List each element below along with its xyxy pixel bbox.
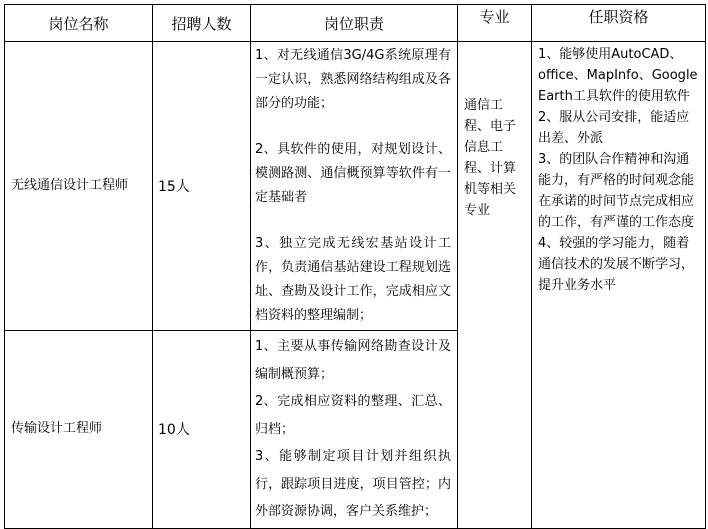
major-cell bbox=[458, 42, 532, 529]
qualification-item: 1、能够使用AutoCAD、office、MapInfo、Google Earth工具软件的使用软件 bbox=[538, 47, 698, 104]
duty-item: 2、具软件的使用，对规划设计、模测路测、通信概预算等软件有一定基础者 bbox=[255, 142, 451, 205]
duties-cell bbox=[251, 42, 458, 331]
header-position-name: 岗位名称 bbox=[5, 5, 153, 42]
duty-item: 3、能够制定项目计划并组织执行，跟踪项目进度，项目管控；内外部资源协调，客户关系维护； bbox=[255, 449, 451, 519]
position-name-cell: 传输设计工程师 bbox=[5, 331, 153, 529]
duty-item: 3、独立完成无线宏基站设计工作，负责通信基站建设工程规划选址、查勘及设计工作，完成相应文档资料的整理编制； bbox=[255, 236, 451, 323]
headcount-cell: 10人 bbox=[153, 331, 251, 529]
qualifications-cell bbox=[532, 42, 706, 529]
major-text: 通信工程、电子信息工程、计算机等相关专业 bbox=[464, 97, 517, 218]
table-row bbox=[5, 42, 706, 331]
header-major: 专业 bbox=[458, 5, 532, 42]
header-row bbox=[5, 5, 706, 42]
duty-item: 2、完成相应资料的整理、汇总、归档； bbox=[255, 394, 451, 437]
qualification-item: 4、较强的学习能力，随着通信技术的发展不断学习，提升业务水平 bbox=[538, 236, 695, 293]
position-name-cell: 无线通信设计工程师 bbox=[5, 42, 153, 331]
header-qualifications: 任职资格 bbox=[532, 5, 706, 42]
duty-item: 1、主要从事传输网络勘查设计及编制概预算； bbox=[255, 339, 451, 382]
duties-cell bbox=[251, 331, 458, 529]
qualification-item: 2、服从公司安排，能适应出差、外派 bbox=[538, 110, 690, 146]
duty-item: 1、对无线通信3G/4G系统原理有一定认识，熟悉网络结构组成及各部分的功能； bbox=[255, 48, 451, 111]
header-duties: 岗位职责 bbox=[251, 5, 458, 42]
qualification-item: 3、的团队合作精神和沟通能力，有严格的时间观念能在承诺的时间节点完成相应的工作，有严谨的工作态度 bbox=[538, 152, 695, 230]
headcount-cell: 15人 bbox=[153, 42, 251, 331]
header-headcount: 招聘人数 bbox=[153, 5, 251, 42]
recruitment-table bbox=[4, 4, 706, 529]
